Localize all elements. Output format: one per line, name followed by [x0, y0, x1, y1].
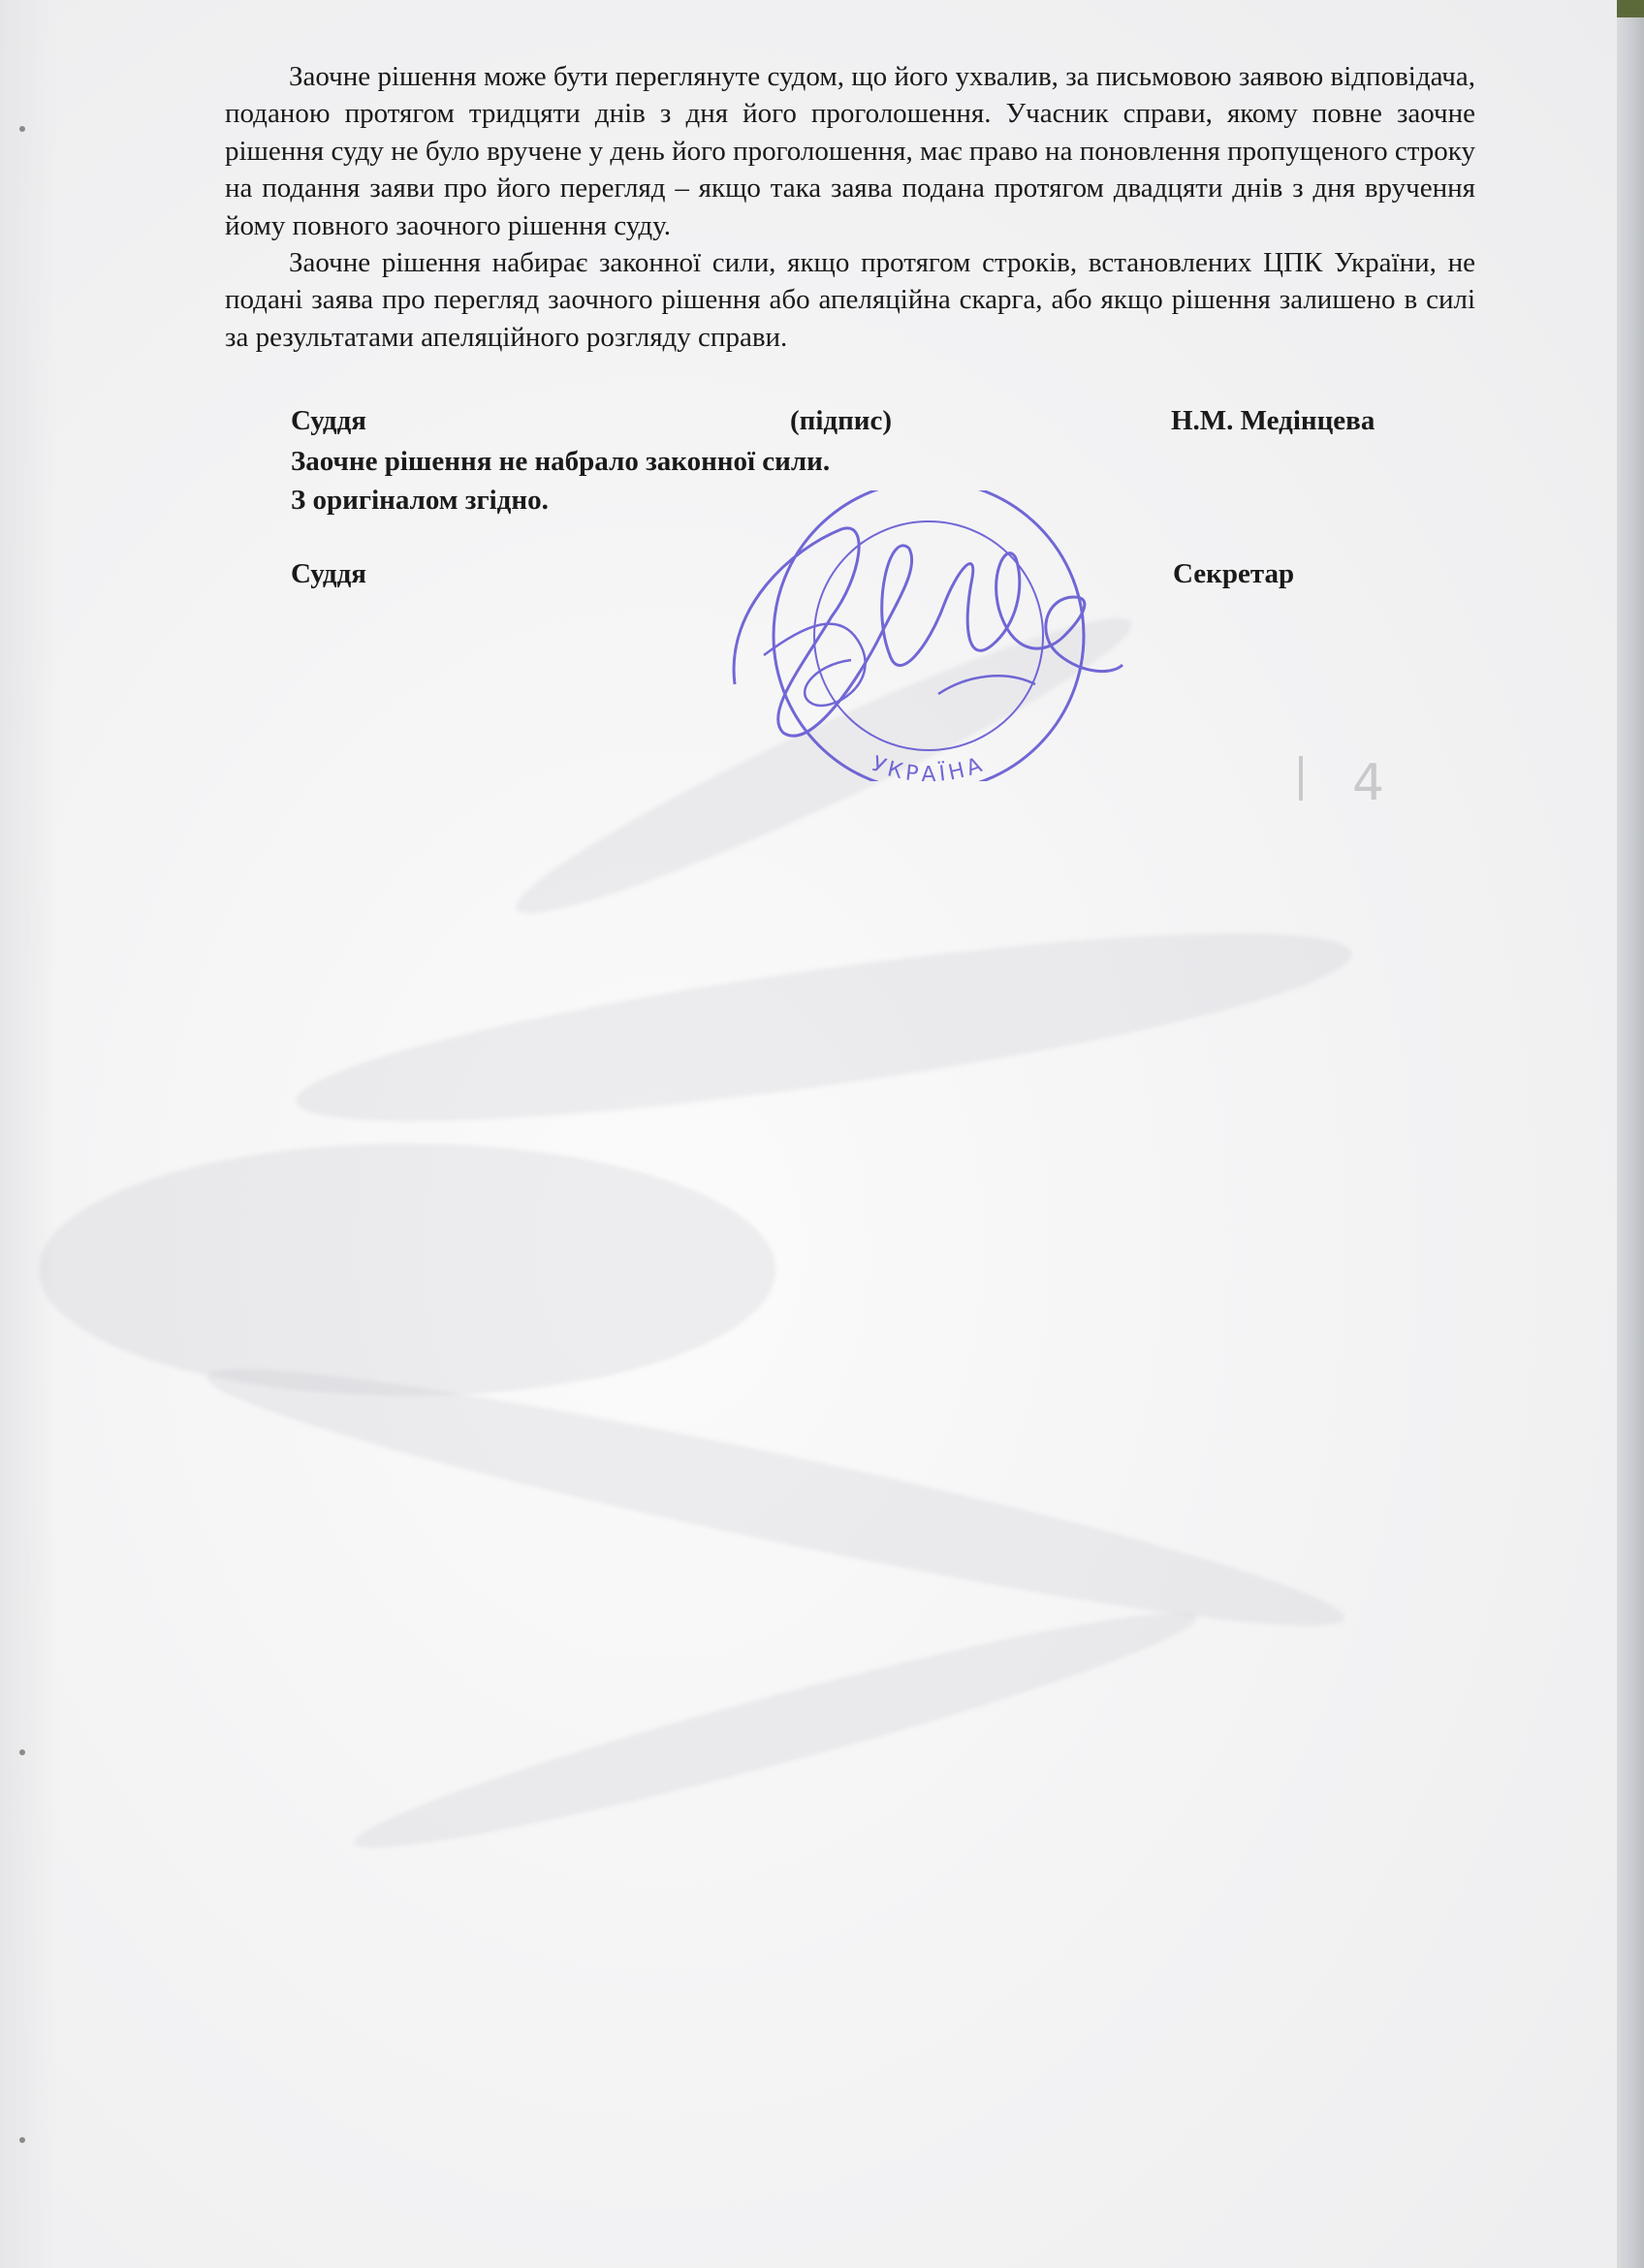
signature-placeholder: (підпис)	[790, 405, 893, 436]
stamp-text-bottom: УКРАЇНА	[868, 751, 990, 781]
judge-label-second: Суддя	[291, 558, 366, 589]
certified-copy-note: З оригіналом згідно.	[291, 485, 549, 516]
binding-hole	[19, 2137, 25, 2143]
not-in-force-note: Заочне рішення не набрало законної сили.	[291, 446, 831, 477]
judge-label: Суддя	[291, 405, 366, 436]
secretary-label: Секретар	[1173, 558, 1295, 589]
paragraph-entry-into-force: Заочне рішення набирає законної сили, якщо протягом строків, встановлених ЦПК України, не подані заява про перегляд заочного рішення або апеляційна скарга, або якщо рішення залишено в силі за результатами апеляційного розгляду справи.	[225, 247, 1475, 353]
paragraph-review-procedure: Заочне рішення може бути переглянуте судом, що його ухвалив, за письмовою заявою відповідача, поданою протягом тридцяти днів з дня його проголошення. Учасник справи, якому повне заочне рішення суду не було вручене у день його проголошення, має право на поновлення пропущеного строку на подання заяви про його перегляд – якщо така заява подана протягом двадцяти днів з дня вручення йому повного заочного рішення суду.	[225, 61, 1475, 241]
paper-crease	[288, 896, 1360, 1159]
page-left-shadow	[0, 0, 58, 2268]
pencil-page-mark: 4	[1352, 754, 1385, 812]
svg-text:УКРАЇНА	[869, 752, 989, 781]
binding-hole	[19, 1749, 25, 1755]
binding-hole	[19, 126, 25, 132]
judge-name: Н.М. Медінцева	[1171, 405, 1375, 436]
page-corner-background	[1617, 0, 1644, 17]
signature-underline	[938, 676, 1035, 694]
document-body	[225, 58, 1475, 356]
court-stamp-with-signature	[725, 490, 1132, 781]
page-right-edge	[1617, 0, 1644, 2268]
paper-crease	[39, 1144, 775, 1396]
paper-crease	[345, 1585, 1205, 1876]
pencil-mark-stroke	[1299, 756, 1303, 801]
